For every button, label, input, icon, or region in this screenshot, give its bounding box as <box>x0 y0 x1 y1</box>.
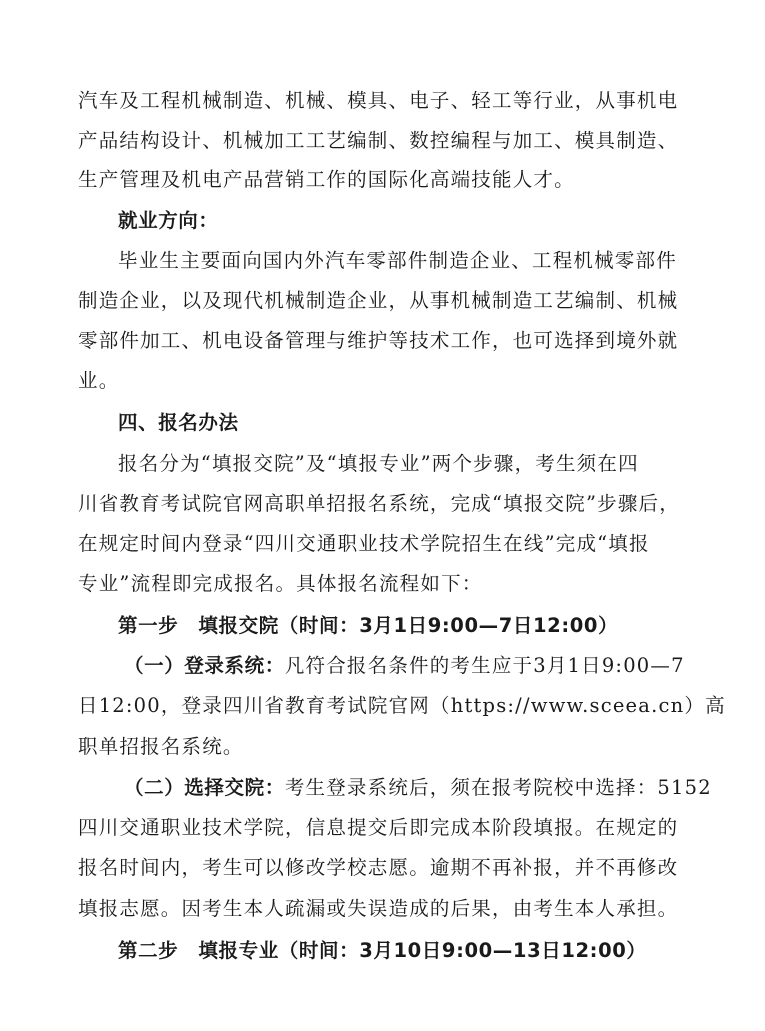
paragraph-line: 制造企业，以及现代机械制造企业，从事机械制造工艺编制、机械 <box>78 289 679 312</box>
paragraph-line: 日12:00，登录四川省教育考试院官网（https://www.sceea.cn）高 <box>78 694 726 717</box>
step1-heading: 第一步 填报交院（时间：3月1日9:00—7日12:00） <box>118 614 619 637</box>
section-heading: 四、报名办法 <box>118 411 239 434</box>
paragraph-line: 毕业生主要面向国内外汽车零部件制造企业、工程机械零部件 <box>118 249 677 272</box>
paragraph-line: 四川交通职业技术学院，信息提交后即完成本阶段填报。在规定的 <box>78 816 679 839</box>
paragraph-line: 业。 <box>78 369 120 392</box>
step2-heading: 第二步 填报专业（时间：3月10日9:00—13日12:00） <box>118 939 647 962</box>
item-line <box>124 653 685 679</box>
paragraph-line: 在规定时间内登录“四川交通职业技术学院招生在线”完成“填报 <box>78 532 650 555</box>
paragraph-line: 职单招报名系统。 <box>78 735 244 758</box>
paragraph-line: 汽车及工程机械制造、机械、模具、电子、轻工等行业，从事机电 <box>78 89 679 112</box>
paragraph-line: 川省教育考试院官网高职单招报名系统，完成“填报交院”步骤后， <box>78 492 680 515</box>
paragraph-line: 报名分为“填报交院”及“填报专业”两个步骤，考生须在四 <box>118 452 639 475</box>
item-label: （二）选择交院： <box>124 776 285 799</box>
paragraph-line: 生产管理及机电产品营销工作的国际化高端技能人才。 <box>78 168 575 191</box>
item-line <box>124 775 712 801</box>
paragraph-line: 专业”流程即完成报名。具体报名流程如下： <box>78 572 483 595</box>
item-text: 凡符合报名条件的考生应于3月1日9:00—7 <box>284 654 685 677</box>
paragraph-line: 报名时间内，考生可以修改学校志愿。逾期不再补报，并不再修改 <box>78 856 679 879</box>
paragraph-line: 零部件加工、机电设备管理与维护等技术工作，也可选择到境外就 <box>78 329 679 352</box>
employment-heading: 就业方向： <box>118 209 219 232</box>
paragraph-line: 填报志愿。因考生本人疏漏或失误造成的后果，由考生本人承担。 <box>78 897 679 920</box>
item-label: （一）登录系统： <box>124 654 285 677</box>
paragraph-line: 产品结构设计、机械加工工艺编制、数控编程与加工、模具制造、 <box>78 129 679 152</box>
item-text: 考生登录系统后，须在报考院校中选择：5152 <box>284 776 712 799</box>
